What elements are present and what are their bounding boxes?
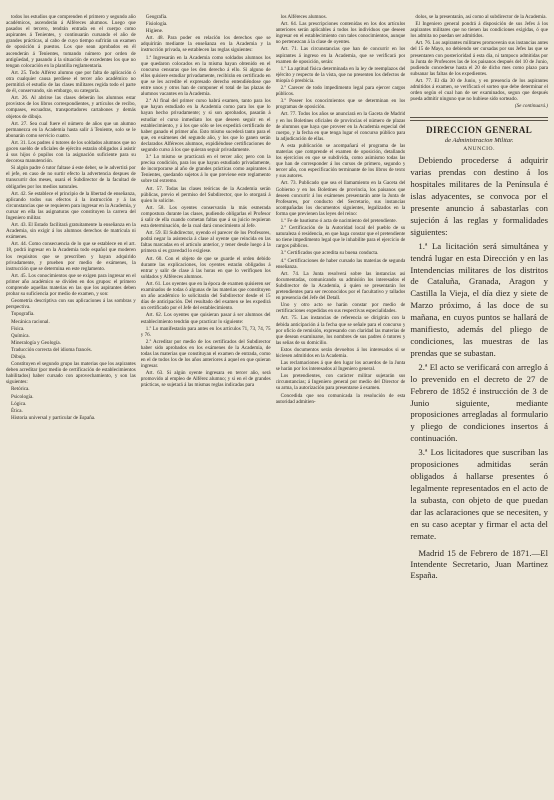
paragraph: Art. 64. Las prescripciones contenidas en los dos artículos anteriores serán aplicables á todos los individuos que deseen ingresar en el establecimiento con tales conocimientos, aunque no pertenezcan á la clase de oyentes.	[275, 21, 406, 46]
paragraph: Art. 77. El día 30 de Junio, y en presencia de los aspirantes admitidos á examen, se verificará el sorteo que debe determinar el orden según el cual han de ser examinados, segun que después pueda admitir ninguno que no hubiese sido sorteado.	[410, 77, 548, 103]
paragraph: Dibujo.	[11, 353, 27, 360]
paragraph: 2.ª El acto se verificará con arreglo á lo prevenido en el decreto de 27 de Febrero de 1852 é instrucción de 3 de Junio siguiente, mediante proposiciones arregladas al formulario y pliego de condiciones insertos á continuación.	[410, 361, 548, 444]
paragraph: Higiene.	[145, 28, 164, 35]
paragraph: Art. 58. Los oyentes conservarán la más esmerada compostura durante las clases, pudiendo obligarlas el Profesor á salir de ella cuando cometan faltas que á su juicio requieran esta determinación, de la cual dará conocimiento al Jefe.	[140, 204, 271, 230]
notice-title: DIRECCION GENERAL	[426, 125, 533, 136]
paragraph: 3.ª Lo mismo se practicará en el tercer año; pero con la precisa condición, para los que hayan estudiado privadamente, de incorporarse al año de grandes prácticas como aspirantes á Tenientes, quedando sujetos á lo que previene este reglamento sobre tal extremo.	[140, 154, 271, 185]
paragraph: Art. 44. Como consecuencia de lo que se establece en el art. 18, podrá ingresar en la Academia todo español que moderen los requisitos que se prescriben y hayan adquirido privadamente, y prueben por medio de exámenes, la instrucción que se determina en este reglamento.	[6, 241, 136, 272]
paragraph: Art. 73. Publicado que sea el llamamiento en la Gaceta del Gobierno y en los Boletines de provincia, los paisanos que deseen concurrir á los exámenes presentarán ante la Junta de Profesores, por conducto del Secretario, sus instancias acompañadas los documentos siguientes, legalizados en la forma que previenen las leyes del reino:	[275, 180, 406, 217]
paragraph: 1.ª Ingresarán en la Academia como soldados alumnos los que quedaron colocados en la misma hayan obtenido en el concurso censuras que les den derecho á ello. Si alguno de ellos quisiere estudiar privadamente, recibirán en certificado en que se les acredite el expresado derecho entendiéndose que entre unos y otros han de componer el total de las plazas de alumnos vacantes en la Academia.	[140, 54, 271, 98]
paragraph: 2.ª Al final del primer curso habrá examen, tanto para los que hayan estudiado en la Academia como para los que lo hayan hecho privadamente; y si son aprobados, pasarán á estudiar el curso inmediato los que deseen seguir en el establecimiento, y á los que sólo se les expedirá certificado de haber ganado el primer año. Esto mismo sucederá tanto para el que, en exámenes del segundo año, y los que lo ganen serán declarados Alféreces alumnos, expidiéndose certificaciones de segundo curso á los que quieran seguir privadamente.	[140, 98, 271, 153]
paragraph: Art. 26. Al abrirse las clases deberán los alumnos estar provistos de los libros correspondientes, y artículos de recibo, compases, escuadras, transportadores cartabones y demás objetos de dibujo.	[6, 95, 136, 120]
text-column-4	[410, 14, 548, 794]
paragraph: Geometría descriptiva con sus aplicaciones á las sombras y perspectiva.	[6, 298, 136, 311]
paragraph: Art. 61. Los oyentes que en la época de examen quisieren ser examinados de todas ó algunas de las materias que constituyen un año académico lo solicitarán del Subdirector desde el 15 días de anticipación. Del resultado del examen se les expedirá un certificado por el Jefe del establecimiento.	[140, 280, 271, 312]
paragraph: Art. 62. Los oyentes que quisieran pasar á ser alumnos del establecimiento tendrán que practicar lo siguiente:	[140, 312, 271, 325]
paragraph: Uno y otro acto se harán constar por medio de certificaciones expedidas en sus respectivas especialidades.	[275, 302, 406, 315]
paragraph: Debiendo procederse á adquirir varias prendas con destino á los hospitales militares de la Península é islas adyacentes, se convoca por el presente anuncio á sabastarlas con sujeción á las reglas y formalidades siguientes:	[410, 155, 548, 237]
paragraph: 3.º Certificados que acredita su buena conducta.	[280, 250, 379, 257]
paragraph: Los pretendientes, con carácter militar sujetarán sus circunstancias; á Ingeniero general por medio del Director de su arma, la autorización para presentarse á examen.	[275, 373, 406, 392]
paragraph: Mineralogía y Geología.	[11, 339, 61, 346]
auction-notice	[410, 125, 548, 581]
paragraph: Topografía.	[11, 311, 35, 318]
paragraph: Las reclamaciones á que den lugar los acuerdos de la Junta se harán por los interesados al Ingeniero general.	[275, 360, 406, 373]
notice-subtitle: de Administracion Militar.	[444, 137, 514, 145]
paragraph: Estos documentos serán devueltos á los interesados si se hiciesen admitidos en la Academia.	[275, 346, 406, 359]
paragraph: Art. 45. Los conocimientos que se exigen para ingresar en el primer año académico se dividen en dos grupos: el primero comprende aquellas materias en las que los aspirantes deben probar su suficiencia por medio de examen, y son:	[6, 272, 136, 298]
paragraph: Art. 42. Se establece el principio de la libertad de enseñanza, aplicando todos sus efectos á la instrucción y á las circunstancias que se requieren para ingresar en la Academia, y cursar en ella las asignaturas que constituyen la carrera del Ingeniero militar.	[6, 190, 136, 221]
section-divider	[410, 117, 548, 121]
paragraph: Art. 76. Los aspirantes militares promoverán sus instancias antes del 15 de Mayo, no debiendo ser cursadas por sus Jefes las que se presentaren con posterioridad á esta día, ni tampoco admitidas por la Junta de Profesores las de los paisanos después del 10 de Junio, pudiendo concederse hasta el 20 de dicho mes como plazo para subsanar las faltas de los expedientes.	[410, 40, 548, 77]
paragraph: Art. 27. Sea cual fuere el número de años que un alumno permanezca en la Academia hasta salir á Teniente, solo se le abonarán como servicio cuatro.	[6, 120, 136, 139]
paragraph: A esta publicación se acompañará el programa de las materias que comprende el examen de oposición, detallando los ejercicios en que se subdivida, como asimismo todas las que han de corresponder á los cursos de primero, segundo y tercer año, con especificación terminante de los libros de texto y sus autores.	[275, 142, 406, 180]
paragraph: 1.º Lo manifestarán para antes en los artículos 71, 73, 74, 75 y 76.	[140, 325, 271, 338]
paragraph: todos los estudios que comprenden el primero y segundo año académicos, ascenderán á Alféreces alumnos. Luego que pasados el tercero, tendrán entrada en el cuerpo como aspirantes á Tenientes, y continuarán cursando el año de grandes prácticas, al cabo de cuyo tiempo sufrirán un examen de oposición á puestos. Los que sean aprobados en él ascenderán á Tenientes, tomando número por orden de antigüedad, y pasando á la situación de excedentes los que no tengan colocación en la plantilla reglamentaria.	[6, 14, 136, 69]
paragraph: Art. 48. Para poder en relación los derechos que se adquirirán mediante la enseñanza en la Academia y la instrucción privada, se establecen las reglas siguientes:	[140, 35, 271, 54]
notice-heading: ANUNCIO.	[463, 146, 496, 153]
paragraph: 1.º Fe de bautismo ó acta de nacimiento del pretendiente.	[280, 218, 397, 224]
paragraph: Art. 74. La Junta resolverá sobre las instancias así documentadas, comunicando su admisión los interesados el Subdirector de la Academia, á quien se presentarán los pretendientes para ser reconocidos por el facultativo y tallados en presencia del Jefe del Detall.	[275, 270, 406, 302]
text-column-3	[276, 14, 406, 794]
text-column-1	[6, 14, 136, 794]
paragraph: Art. 75. Las instancias de referencia se dirigirán con la debida anticipación á la fecha que se señale para el concurso y por oficio de remisión, expresando con claridad las materias de que desean examinarse, los nombres de sus padres ó tutores y las señas de su domicilio.	[275, 315, 406, 346]
regulation-continuation	[410, 14, 548, 102]
text-column-2	[141, 14, 271, 794]
paragraph: dolos, se la presentarán, así como al subdirector de la Academia.	[415, 14, 547, 20]
paragraph: 1.º La aptitud física determinada en la ley de reemplazos del ejército y respecto de la vista, que no presenten los defectos de miopía ó presbicia.	[275, 65, 406, 84]
paragraph: Si algún padre ó tutor faltase á este deber, se le advertirá por el jefe, en caso de no surtir efecto la advertencia despues de transcurrir dos meses, usará el Subdirector de la facultad de obligarles por los medios naturales.	[6, 165, 136, 190]
paragraph: Concedida que sea comunicada la resolución de esta autoridad admitien-	[275, 392, 406, 405]
paragraph: Física.	[11, 325, 25, 332]
paragraph: Art. 77. Todos los años se anunciará en la Gaceta de Madrid y en los Boletines oficiales de provincias el número de plazas de alumnos que haya que proveer en la Academia especial del cuerpo, y la fecha en que tenga lugar el concurso público para la adjudicación de ellas.	[275, 111, 406, 142]
paragraph: Art. 25. Todo Alférez alumno que por falta de aplicación ó otra cualquier causa perdiese el tercer año académico no permitirá el estudio de las clases militares regida todo el parte de él, conservando, sin embargo, su categoría.	[6, 69, 136, 95]
paragraph: Química.	[11, 332, 30, 339]
paragraph: Art. 31. Los padres ó tutores de los soldados alumnos que no gocen sueldo de oficiales de ejército estarán obligados á asistir á sus hijos ó pupilos con la asignación suficiente para su decorosa manutención.	[6, 139, 136, 165]
paragraph: Art. 57. Todas las clases teóricas de la Academia serán públicas, previo el permiso del Subdirector, que lo otorgará á quien lo solicite.	[140, 185, 271, 204]
paragraph: Retórica.	[11, 386, 30, 393]
paragraph: Fisiología.	[145, 21, 168, 28]
paragraph: 2.º Carecer de todo impedimento legal para ejercer cargos públicos.	[275, 85, 406, 98]
notice-signature: Madrid 15 de Febrero de 1871.—El Intendente Secretario, Juan Martinez España.	[410, 548, 548, 581]
paragraph: 2.º Certificación de la Autoridad local del pueblo de su naturaleza ó residencia, en que haga constar que el pretendiente no tiene impedimento legal que le inhabilite para el ejercicio de cargos públicos.	[275, 225, 406, 250]
paragraph: Traducción correcta del idioma francés.	[11, 346, 92, 353]
paragraph: Historia universal y particular de España.	[11, 414, 96, 421]
paragraph: 2.º Acreditar por medio de los certificados del Subdirector haber sido aprobados en los exámenes de la Academia, de todas las materias que constituyan el examen de entrada, como en el de todos los de los años anteriores á aquel en que quieran ingresar.	[140, 338, 271, 370]
notice-body	[410, 155, 548, 542]
paragraph: Ética.	[11, 407, 23, 414]
paragraph: 3.º Poseer los conocimientos que se determinan en los programas de oposición.	[275, 98, 406, 111]
paragraph: Art. 60. Con el objeto de que se guarde el orden debido durante las explicaciones, los oyentes estarán obligados á entrar y salir de clase á las horas en que lo verifiquen los soldados y Alféreces alumnos.	[140, 255, 271, 280]
paragraph: Lógica.	[11, 400, 27, 407]
paragraph: 4.º Certificaciones de haber cursado las materias de segunda enseñanza.	[275, 257, 406, 270]
paragraph: Art. 59. El Subdirector, oyendo el parecer de los Profesores, podrá negar la asistencia á clase al oyente que reincida en las faltas marcadas en el artículo anterior, y tener desde luego á la primera si es gravedad lo exigiese.	[140, 230, 271, 255]
continued-note: (Se continuará.)	[514, 103, 548, 110]
paragraph: los Alféreces alumnos.	[280, 14, 327, 20]
paragraph: Art. 63. Si algún oyente ingresara en tercer año, será promovido al empleo de Alférez alumno; y si en el de grandes prácticas, se sujetará á las mismas reglas indicadas para	[140, 370, 271, 389]
paragraph: Art. 43. El Estado facilitará gratuitamente la enseñanza en la Academia, sin exigir á los alumnos derechos de matrícula ni exámenes.	[6, 222, 136, 241]
paragraph: 3.ª Los licitadores que suscriban las proposiciones admitidas serán obligados á hallarse presentes ó legalmente representados en el acto de la subasta, con objeto de que puedan dar las aclaraciones que se necesiten, y en su caso aceptar y firmar el acta del remate.	[410, 447, 548, 541]
paragraph: Psicología.	[11, 393, 34, 400]
paragraph: El Ingeniero general pondrá á disposición de sus Jefes á los aspirantes militares que no tienen las condiciones exigidas, ó que los admita no puedan ser admitidos.	[410, 21, 548, 40]
paragraph: Constituyen el segundo grupo las materias que los aspirantes deben acreditar (por medio de certificación de establecimientos habilitados) haber cursado con aprovechamiento, y son las siguientes:	[6, 361, 136, 386]
paragraph: 1.ª La licitación será simultánea y tendrá lugar en esta Dirección y en las Intendencias militares de los distritos de Cataluña, Granada, Aragon y Castilla la Vieja, el día diez y siete de Marzo próximo, á las doce de su mañana, en cuyos puntos se hallará de manifiesto, además del pliego de condiciones, las muestras de las prendas que se subastan.	[410, 240, 548, 358]
paragraph: Art. 71. Las circunstancias que han de concurrir en los aspirantes á ingreso en la Academia, que se verificará por examen de oposición, serán:	[275, 46, 406, 65]
paragraph: Mecánica racional.	[11, 318, 50, 325]
paragraph: Geografía.	[145, 14, 168, 20]
